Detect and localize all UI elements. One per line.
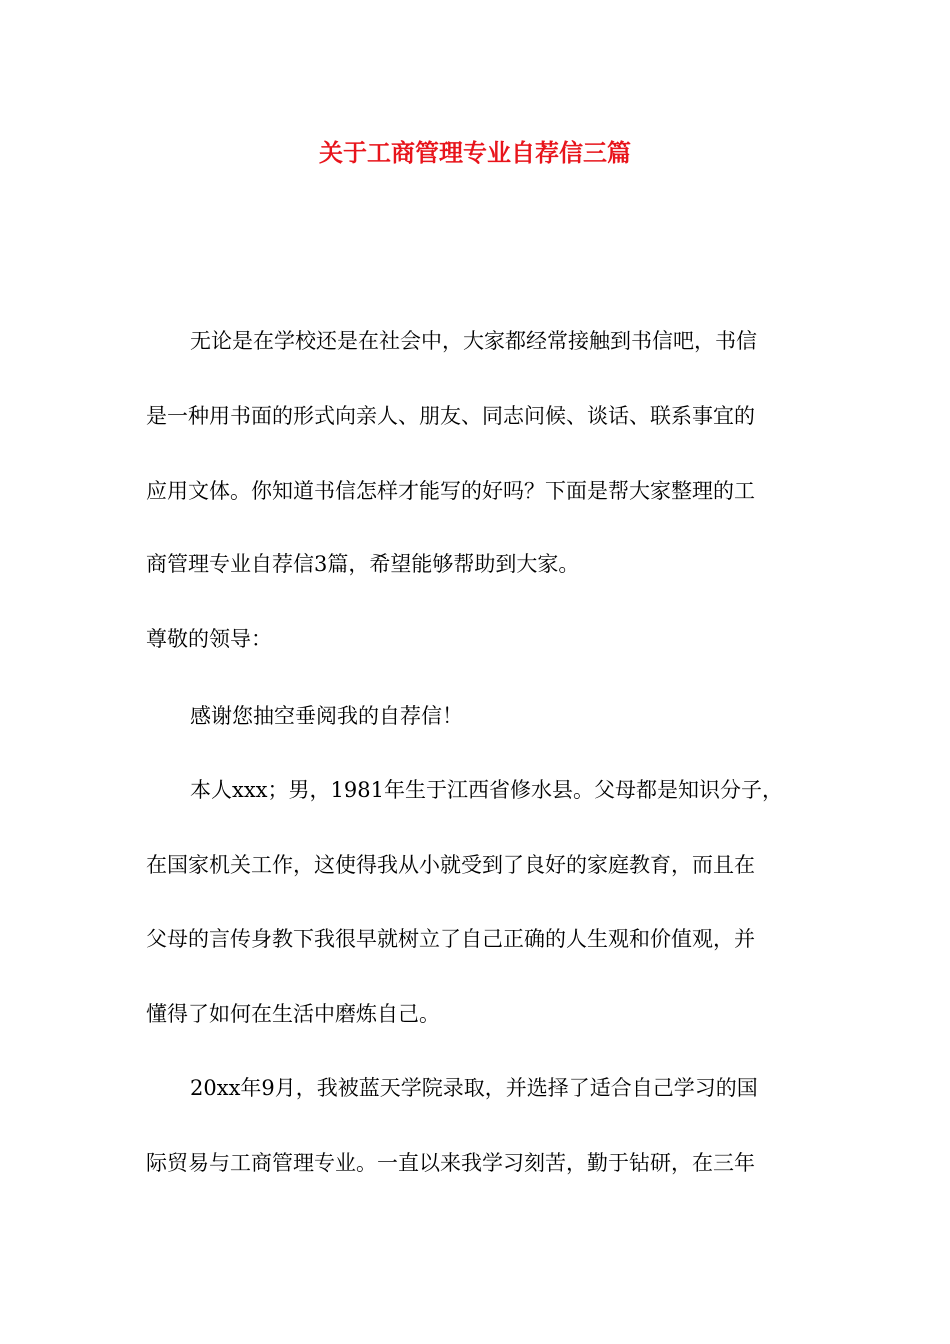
body-line-2: 是一种用书面的形式向亲人、朋友、同志问候、谈话、联系事宜的 xyxy=(146,404,755,428)
body-line-9: 父母的言传身教下我很早就树立了自己正确的人生观和价值观，并 xyxy=(146,927,755,951)
salutation: 尊敬的领导： xyxy=(146,627,272,651)
body-line-1: 无论是在学校还是在社会中，大家都经常接触到书信吧，书信 xyxy=(190,329,757,353)
body-line-10: 懂得了如何在生活中磨炼自己。 xyxy=(146,1002,440,1026)
body-line-6: 感谢您抽空垂阅我的自荐信！ xyxy=(190,704,463,728)
body-line-8: 在国家机关工作，这使得我从小就受到了良好的家庭教育，而且在 xyxy=(146,853,755,877)
document-title: 关于工商管理专业自荐信三篇 xyxy=(319,138,631,167)
body-line-11: 20xx年9月，我被蓝天学院录取，并选择了适合自己学习的国 xyxy=(190,1076,758,1100)
body-line-12: 际贸易与工商管理专业。一直以来我学习刻苦，勤于钻研，在三年 xyxy=(146,1151,755,1175)
body-line-3: 应用文体。你知道书信怎样才能写的好吗？下面是帮大家整理的工 xyxy=(146,479,755,503)
body-line-4: 商管理专业自荐信3篇，希望能够帮助到大家。 xyxy=(146,552,580,576)
body-line-7: 本人xxx；男，1981年生于江西省修水县。父母都是知识分子， xyxy=(190,778,783,802)
